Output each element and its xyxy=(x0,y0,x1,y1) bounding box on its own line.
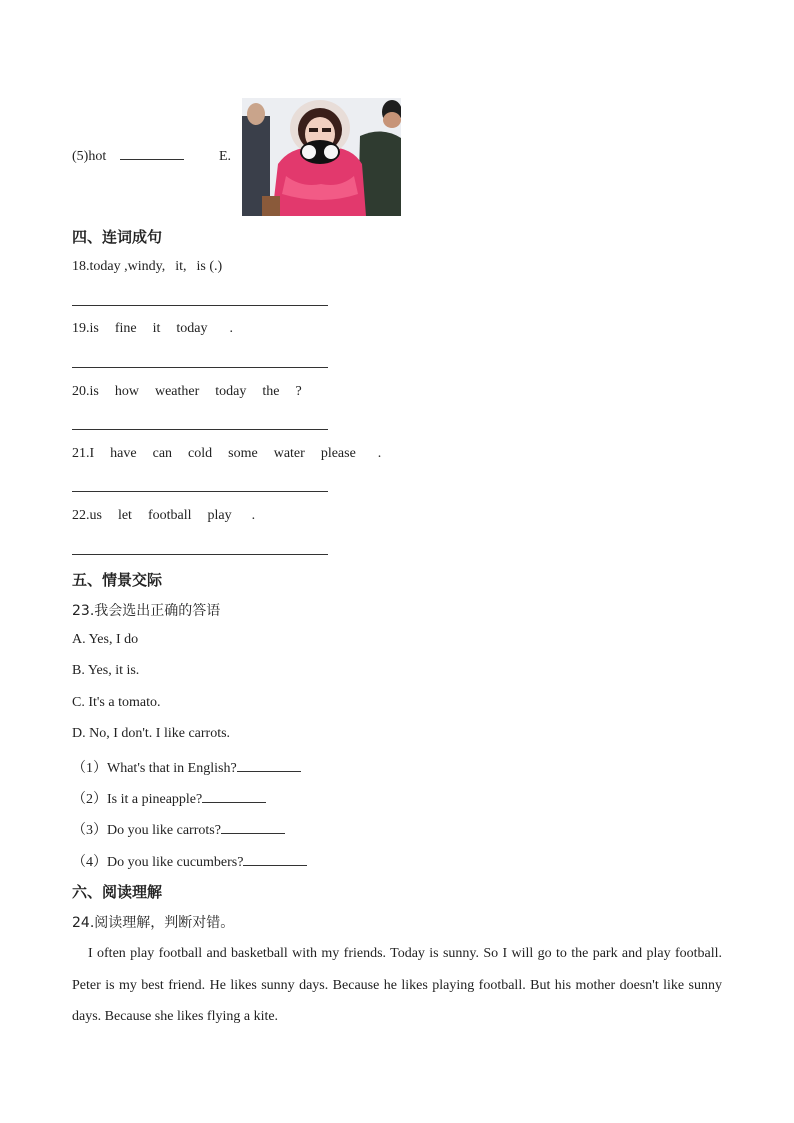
sub-question-2 xyxy=(72,788,266,808)
word: today ,windy, xyxy=(89,259,166,274)
question-18 xyxy=(72,259,238,275)
word: today xyxy=(176,321,208,336)
option-a: A. Yes, I do xyxy=(72,632,139,647)
sub-question-3 xyxy=(72,819,285,839)
winter-woman-illustration xyxy=(242,98,401,216)
word: is xyxy=(89,384,99,399)
winter-woman-photo xyxy=(242,98,401,216)
sub-question-4 xyxy=(72,851,307,871)
question-num: 20. xyxy=(72,384,90,399)
question-num: 18. xyxy=(72,259,90,274)
word: us xyxy=(89,508,102,523)
option-c: C. It's a tomato. xyxy=(72,695,161,710)
item-5-label: (5)hot xyxy=(72,149,107,164)
sub-question-num: （2） xyxy=(72,792,107,807)
answer-blank-4[interactable] xyxy=(243,864,307,866)
sub-question-num: （1） xyxy=(72,761,107,776)
word: it xyxy=(152,321,161,336)
word: please xyxy=(320,446,356,461)
answer-line-20[interactable] xyxy=(72,429,328,430)
section-5-title: 五、情景交际 xyxy=(72,571,163,589)
answer-blank-1[interactable] xyxy=(237,770,301,772)
sub-question-text: Do you like cucumbers? xyxy=(107,855,244,870)
word: play xyxy=(207,508,232,523)
sub-question-text: Is it a pineapple? xyxy=(107,792,203,807)
section-6-title: 六、阅读理解 xyxy=(72,883,163,901)
word: is (.) xyxy=(196,259,223,274)
word: can xyxy=(152,446,173,461)
word: have xyxy=(110,446,137,461)
option-b: B. Yes, it is. xyxy=(72,663,140,678)
word: . xyxy=(377,446,382,461)
word: it, xyxy=(175,259,187,274)
word: the xyxy=(262,384,280,399)
answer-line-22[interactable] xyxy=(72,554,328,555)
reading-passage xyxy=(72,938,722,1033)
section-4-title: 四、连词成句 xyxy=(72,228,163,246)
word: . xyxy=(251,508,256,523)
item-5-blank[interactable] xyxy=(120,158,184,160)
word: fine xyxy=(114,321,137,336)
word: weather xyxy=(154,384,200,399)
word: ? xyxy=(295,384,302,399)
word: is xyxy=(89,321,99,336)
question-19 xyxy=(72,321,249,337)
sub-question-text: What's that in English? xyxy=(107,761,237,776)
question-23: 23.我会选出正确的答语 xyxy=(72,603,221,619)
passage-text: I often play football and basketball with my friends. Today is sunny. So I will go to the park and play football. Peter is my best friend. He likes sunny days. Because he likes playing football. But his mother doesn't like sunny days. Because she likes flying a kite. xyxy=(72,946,722,1024)
item-5-option: E. xyxy=(219,149,232,164)
word: I xyxy=(89,446,95,461)
word: water xyxy=(273,446,305,461)
word: . xyxy=(229,321,233,336)
word: today xyxy=(215,384,247,399)
question-21 xyxy=(72,446,397,462)
answer-blank-2[interactable] xyxy=(202,801,266,803)
word: let xyxy=(117,508,132,523)
sub-question-text: Do you like carrots? xyxy=(107,823,221,838)
answer-line-19[interactable] xyxy=(72,367,328,368)
sub-question-num: （4） xyxy=(72,855,107,870)
question-num: 22. xyxy=(72,508,90,523)
word: some xyxy=(228,446,258,461)
question-22 xyxy=(72,508,271,524)
item-5 xyxy=(72,149,184,165)
word: cold xyxy=(188,446,213,461)
option-d: D. No, I don't. I like carrots. xyxy=(72,726,231,741)
answer-line-21[interactable] xyxy=(72,491,328,492)
question-num: 21. xyxy=(72,446,90,461)
question-num: 19. xyxy=(72,321,90,336)
sub-question-num: （3） xyxy=(72,823,107,838)
answer-line-18[interactable] xyxy=(72,305,328,306)
sub-question-1 xyxy=(72,757,301,777)
question-20 xyxy=(72,384,318,400)
question-24: 24.阅读理解，判断对错。 xyxy=(72,915,235,931)
answer-blank-3[interactable] xyxy=(221,832,285,834)
word: how xyxy=(114,384,139,399)
word: football xyxy=(147,508,192,523)
